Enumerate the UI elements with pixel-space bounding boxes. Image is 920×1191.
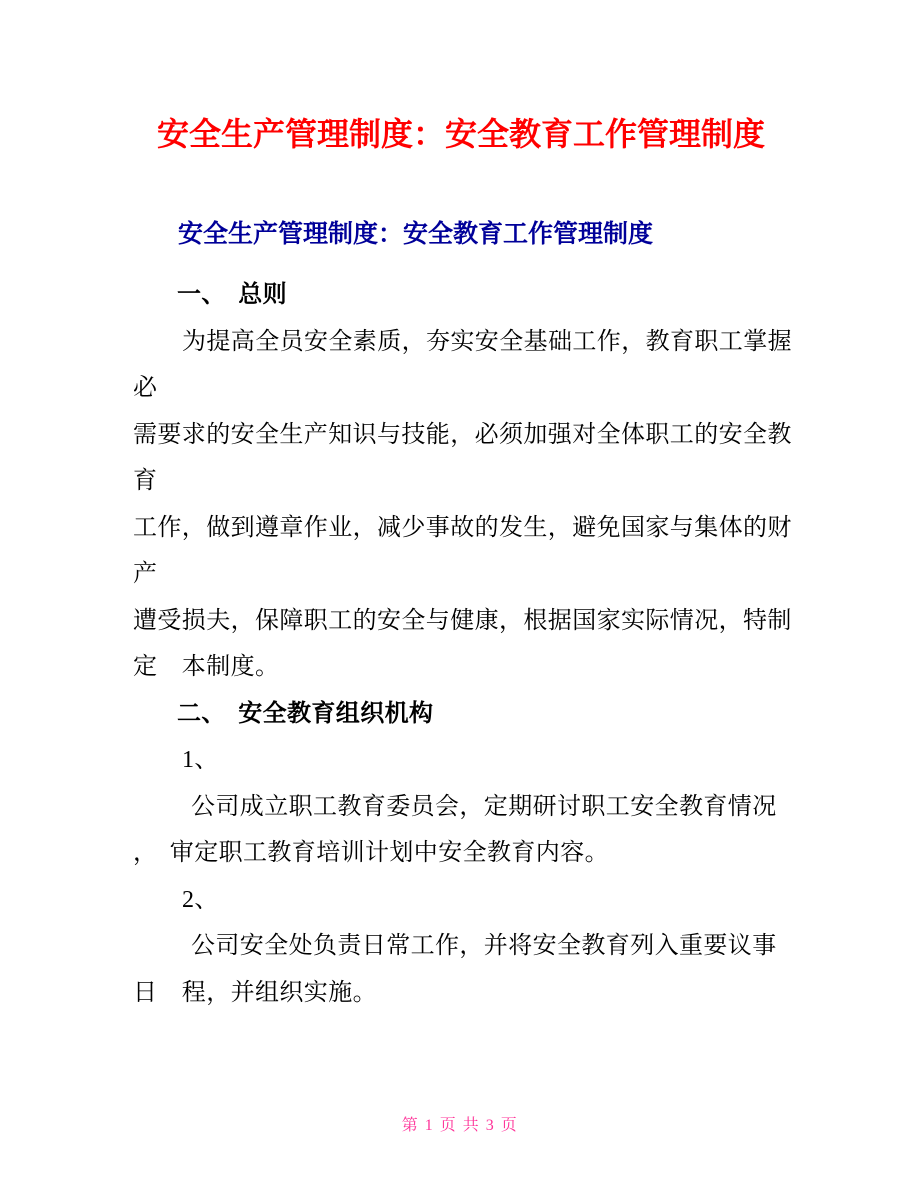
document-title: 安全生产管理制度：安全教育工作管理制度 (157, 116, 766, 152)
page-number-text: 第 1 页 共 3 页 (401, 1117, 519, 1134)
body-line: 公司成立职工教育委员会，定期研讨职工安全教育情况 (191, 793, 777, 820)
body-line: 工作，做到遵章作业，减少事故的发生，避免国家与集体的财 (133, 514, 792, 541)
list-number: 2、 (182, 886, 219, 913)
body-line: 育 (133, 468, 158, 494)
body-line: ， 审定职工教育培训计划中安全教育内容。 (133, 840, 609, 866)
body-line: 公司安全处负责日常工作，并将安全教育列入重要议事 (191, 933, 777, 959)
body-line: 日 程，并组织实施。 (133, 979, 377, 1006)
section-heading-2: 二、 安全教育组织机构 (177, 699, 434, 727)
body-line: 必 (133, 375, 158, 401)
body-line: 定 本制度。 (133, 654, 280, 680)
body-line: 产 (133, 561, 158, 587)
body-line: 遭受损夫，保障职工的安全与健康，根据国家实际情况，特制 (133, 607, 792, 634)
body-line: 为提高全员安全素质，夯实安全基础工作，教育职工掌握 (182, 328, 792, 355)
page-footer (0, 1112, 920, 1135)
body-line: 需要求的安全生产知识与技能，必须加强对全体职工的安全教 (133, 421, 792, 448)
section-heading-1: 一、 总则 (177, 281, 287, 308)
document-subtitle: 安全生产管理制度：安全教育工作管理制度 (178, 220, 654, 248)
document-body (133, 272, 794, 1016)
list-number: 1、 (182, 747, 219, 773)
